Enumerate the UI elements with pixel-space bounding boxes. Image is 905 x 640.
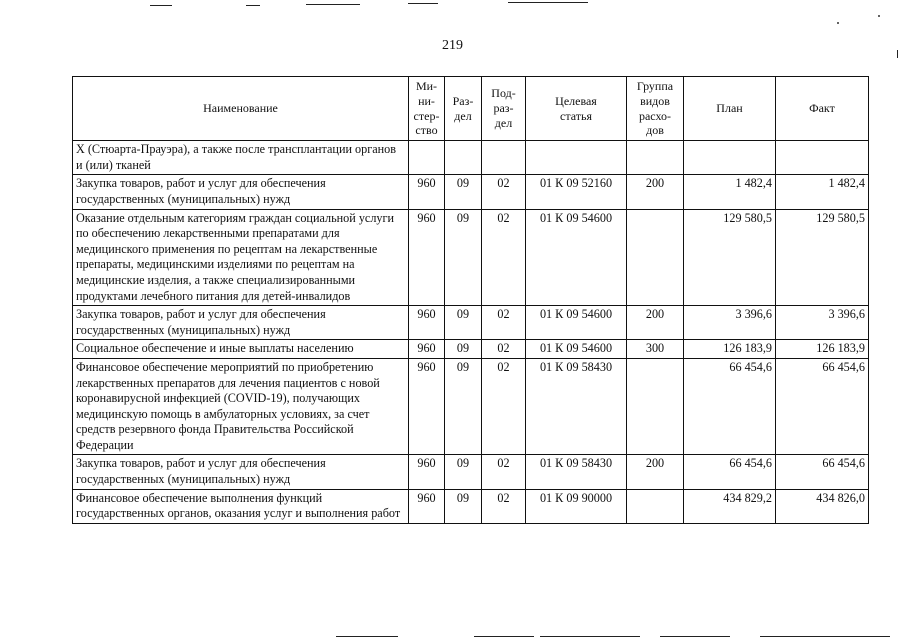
header-fact: Факт bbox=[776, 77, 869, 141]
scan-line-top-3 bbox=[306, 4, 360, 5]
page-number: 219 bbox=[442, 38, 463, 53]
cell-section: 09 bbox=[445, 489, 482, 523]
cell-ministry: 960 bbox=[409, 175, 445, 209]
cell-ministry bbox=[409, 141, 445, 175]
header-ministry: Ми- ни- стер- ство bbox=[409, 77, 445, 141]
cell-ministry: 960 bbox=[409, 306, 445, 340]
cell-plan: 3 396,6 bbox=[684, 306, 776, 340]
cell-ministry: 960 bbox=[409, 209, 445, 306]
cell-subsection: 02 bbox=[482, 340, 526, 359]
scan-speck bbox=[878, 15, 880, 17]
scan-speck bbox=[837, 22, 839, 24]
cell-subsection: 02 bbox=[482, 455, 526, 489]
table-body bbox=[73, 141, 869, 524]
cell-subsection bbox=[482, 141, 526, 175]
cell-subsection: 02 bbox=[482, 358, 526, 455]
header-expense-group: Группа видов расхо- дов bbox=[627, 77, 684, 141]
table-row bbox=[73, 358, 869, 455]
cell-expense-group: 300 bbox=[627, 340, 684, 359]
table-row bbox=[73, 175, 869, 209]
cell-fact bbox=[776, 141, 869, 175]
scan-line-bottom-2 bbox=[474, 636, 534, 637]
header-name: Наименование bbox=[73, 77, 409, 141]
cell-subsection: 02 bbox=[482, 489, 526, 523]
scan-line-top-2 bbox=[246, 5, 260, 6]
cell-section bbox=[445, 141, 482, 175]
cell-fact: 3 396,6 bbox=[776, 306, 869, 340]
cell-plan: 126 183,9 bbox=[684, 340, 776, 359]
cell-ministry: 960 bbox=[409, 358, 445, 455]
cell-target-article: 01 К 09 58430 bbox=[526, 455, 627, 489]
table-row bbox=[73, 306, 869, 340]
scan-line-bottom-4 bbox=[660, 636, 730, 637]
cell-name: Оказание отдельным категориям граждан социальной услуги по обеспечению лекарственными препаратами для медицинского применения по рецептам на лекарственные препараты, медицинскими изделиями по рецептам на медицинские изделия, а также специализированными продуктами лечебного питания для детей-инвалидов bbox=[73, 209, 409, 306]
cell-name: Закупка товаров, работ и услуг для обеспечения государственных (муниципальных) нужд bbox=[73, 306, 409, 340]
cell-name: Финансовое обеспечение выполнения функций государственных органов, оказания услуг и выполнения работ bbox=[73, 489, 409, 523]
cell-plan: 66 454,6 bbox=[684, 358, 776, 455]
budget-table bbox=[72, 76, 869, 524]
cell-fact: 126 183,9 bbox=[776, 340, 869, 359]
cell-target-article: 01 К 09 54600 bbox=[526, 306, 627, 340]
cell-name: Социальное обеспечение и иные выплаты населению bbox=[73, 340, 409, 359]
cell-target-article bbox=[526, 141, 627, 175]
cell-plan bbox=[684, 141, 776, 175]
table-row bbox=[73, 455, 869, 489]
table-header-row bbox=[73, 77, 869, 141]
scan-line-bottom-1 bbox=[336, 636, 398, 637]
cell-subsection: 02 bbox=[482, 209, 526, 306]
cell-name: Х (Стюарта-Прауэра), а также после трансплантации органов и (или) тканей bbox=[73, 141, 409, 175]
header-plan: План bbox=[684, 77, 776, 141]
table-row bbox=[73, 489, 869, 523]
cell-fact: 66 454,6 bbox=[776, 358, 869, 455]
scan-line-top-1 bbox=[150, 5, 172, 6]
cell-plan: 66 454,6 bbox=[684, 455, 776, 489]
header-target-article: Целевая статья bbox=[526, 77, 627, 141]
cell-expense-group: 200 bbox=[627, 306, 684, 340]
cell-target-article: 01 К 09 58430 bbox=[526, 358, 627, 455]
cell-target-article: 01 К 09 90000 bbox=[526, 489, 627, 523]
cell-plan: 434 829,2 bbox=[684, 489, 776, 523]
scan-line-bottom-3 bbox=[540, 636, 640, 637]
cell-expense-group bbox=[627, 209, 684, 306]
cell-target-article: 01 К 09 52160 bbox=[526, 175, 627, 209]
cell-fact: 66 454,6 bbox=[776, 455, 869, 489]
scan-line-top-4 bbox=[408, 3, 438, 4]
cell-fact: 129 580,5 bbox=[776, 209, 869, 306]
cell-expense-group bbox=[627, 489, 684, 523]
cell-fact: 434 826,0 bbox=[776, 489, 869, 523]
cell-section: 09 bbox=[445, 340, 482, 359]
cell-fact: 1 482,4 bbox=[776, 175, 869, 209]
cell-section: 09 bbox=[445, 455, 482, 489]
cell-section: 09 bbox=[445, 209, 482, 306]
header-section: Раз- дел bbox=[445, 77, 482, 141]
cell-expense-group bbox=[627, 141, 684, 175]
cell-name: Закупка товаров, работ и услуг для обеспечения государственных (муниципальных) нужд bbox=[73, 175, 409, 209]
cell-ministry: 960 bbox=[409, 489, 445, 523]
table-row bbox=[73, 209, 869, 306]
table-row bbox=[73, 340, 869, 359]
scan-line-top-5 bbox=[508, 2, 588, 3]
cell-name: Финансовое обеспечение мероприятий по приобретению лекарственных препаратов для лечения пациентов с новой коронавирусной инфекцией (COVID-19), получающих медицинскую помощь в амбулаторных условиях, за счет средств резервного фонда Правительства Российской Федерации bbox=[73, 358, 409, 455]
cell-expense-group: 200 bbox=[627, 455, 684, 489]
cell-ministry: 960 bbox=[409, 340, 445, 359]
cell-section: 09 bbox=[445, 358, 482, 455]
cell-section: 09 bbox=[445, 175, 482, 209]
cell-name: Закупка товаров, работ и услуг для обеспечения государственных (муниципальных) нужд bbox=[73, 455, 409, 489]
scan-line-bottom-5 bbox=[760, 636, 890, 637]
cell-expense-group: 200 bbox=[627, 175, 684, 209]
cell-target-article: 01 К 09 54600 bbox=[526, 340, 627, 359]
cell-ministry: 960 bbox=[409, 455, 445, 489]
table-row bbox=[73, 141, 869, 175]
cell-section: 09 bbox=[445, 306, 482, 340]
cell-target-article: 01 К 09 54600 bbox=[526, 209, 627, 306]
cell-plan: 129 580,5 bbox=[684, 209, 776, 306]
cell-expense-group bbox=[627, 358, 684, 455]
cell-plan: 1 482,4 bbox=[684, 175, 776, 209]
cell-subsection: 02 bbox=[482, 175, 526, 209]
cell-subsection: 02 bbox=[482, 306, 526, 340]
header-subsection: Под- раз- дел bbox=[482, 77, 526, 141]
